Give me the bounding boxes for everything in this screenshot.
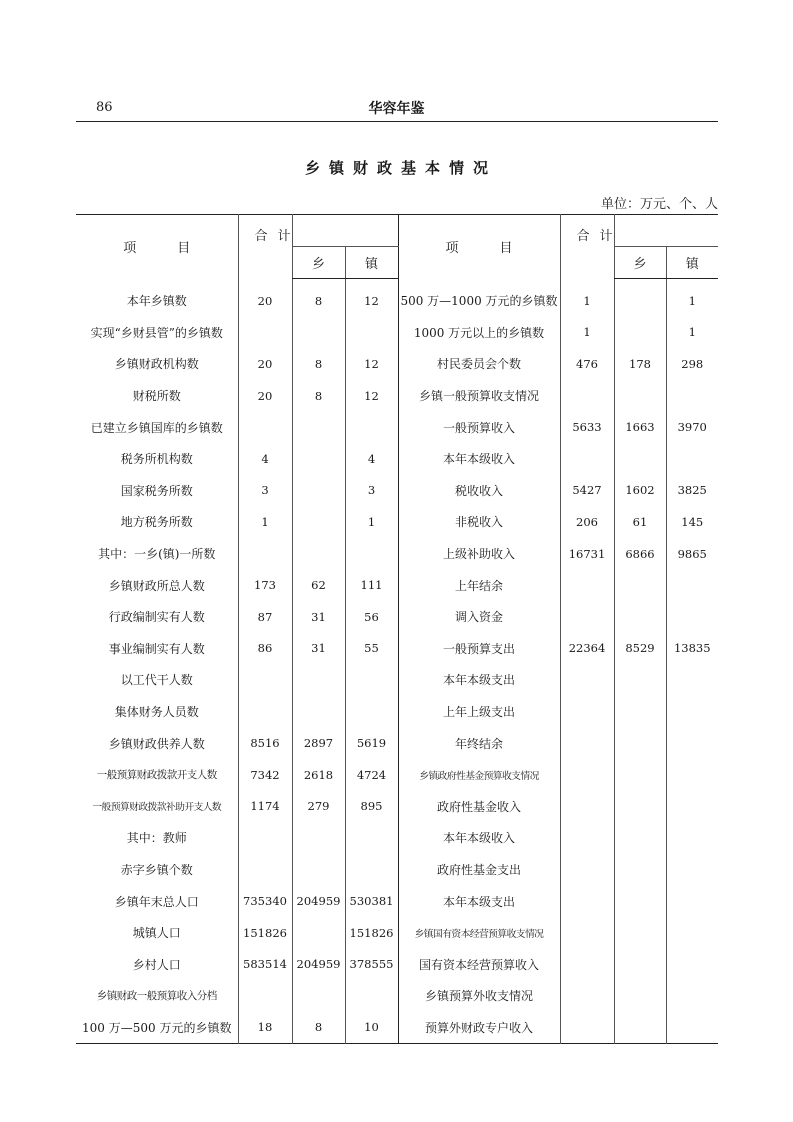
- left-total-value: 86: [238, 633, 292, 665]
- right-item-label: 税收收入: [398, 475, 560, 507]
- left-township-value: [292, 411, 345, 443]
- right-total-value: 5427: [560, 475, 614, 507]
- left-total-value: 583514: [238, 948, 292, 980]
- header-township-left: 乡: [292, 247, 345, 279]
- right-total-value: [560, 885, 614, 917]
- right-town-value: [666, 601, 718, 633]
- left-town-value: 151826: [345, 917, 398, 949]
- left-town-value: [345, 696, 398, 728]
- right-township-value: [614, 727, 666, 759]
- right-town-value: 1: [666, 317, 718, 349]
- right-town-value: [666, 380, 718, 412]
- table-row: [76, 759, 718, 791]
- table-row: [76, 601, 718, 633]
- header-blank-left: [292, 215, 398, 247]
- left-total-value: 20: [238, 380, 292, 412]
- right-item-label: 政府性基金收入: [398, 791, 560, 823]
- left-item-label: 其中：一乡(镇)一所数: [98, 547, 216, 562]
- left-township-value: 279: [292, 791, 345, 823]
- right-total-value: 476: [560, 348, 614, 380]
- right-township-value: [614, 822, 666, 854]
- left-township-value: 8: [292, 279, 345, 317]
- right-item-label: 非税收入: [398, 506, 560, 538]
- left-township-value: [292, 538, 345, 570]
- left-town-value: 12: [345, 380, 398, 412]
- left-total-value: 87: [238, 601, 292, 633]
- left-town-value: 5619: [345, 727, 398, 759]
- right-township-value: [614, 1012, 666, 1044]
- right-town-value: [666, 727, 718, 759]
- left-township-value: [292, 475, 345, 507]
- left-item-label: 一般预算财政拨款补助开支人数: [92, 802, 222, 814]
- table-row: [76, 664, 718, 696]
- left-township-value: [292, 696, 345, 728]
- left-item-label: 城镇人口: [132, 926, 181, 941]
- table-row: [76, 948, 718, 980]
- left-item-label: 乡镇财政供养人数: [108, 736, 205, 751]
- header-town-right: 镇: [666, 247, 718, 279]
- right-town-value: [666, 664, 718, 696]
- right-township-value: [614, 791, 666, 823]
- left-total-value: [238, 696, 292, 728]
- right-item-label: 上年上级支出: [398, 696, 560, 728]
- right-total-value: [560, 854, 614, 886]
- right-total-value: [560, 791, 614, 823]
- left-total-value: [238, 664, 292, 696]
- right-township-value: 178: [614, 348, 666, 380]
- left-township-value: [292, 506, 345, 538]
- right-town-value: [666, 1012, 718, 1044]
- left-item-label: 财税所数: [132, 389, 181, 404]
- right-township-value: [614, 948, 666, 980]
- left-town-value: 12: [345, 279, 398, 317]
- table-row: [76, 696, 718, 728]
- left-town-value: [345, 317, 398, 349]
- right-item-label: 乡镇政府性基金预算收支情况: [398, 759, 560, 791]
- right-item-label: 村民委员会个数: [398, 348, 560, 380]
- right-town-value: [666, 980, 718, 1012]
- left-town-value: [345, 538, 398, 570]
- left-total-value: 20: [238, 279, 292, 317]
- right-town-value: 9865: [666, 538, 718, 570]
- page-number: 86: [96, 100, 113, 115]
- right-town-value: [666, 569, 718, 601]
- right-total-value: 16731: [560, 538, 614, 570]
- left-township-value: 31: [292, 601, 345, 633]
- right-total-value: 1: [560, 317, 614, 349]
- left-town-value: [345, 980, 398, 1012]
- header-township-right: 乡: [614, 247, 666, 279]
- right-town-value: [666, 917, 718, 949]
- right-total-value: [560, 380, 614, 412]
- right-item-label: 政府性基金支出: [398, 854, 560, 886]
- right-total-value: 22364: [560, 633, 614, 665]
- table-title: 乡镇财政基本情况: [304, 159, 497, 177]
- table-row: [76, 1012, 718, 1044]
- right-township-value: [614, 696, 666, 728]
- left-township-value: [292, 317, 345, 349]
- finance-table: [76, 214, 718, 1044]
- table-row: [76, 885, 718, 917]
- right-township-value: 61: [614, 506, 666, 538]
- right-town-value: [666, 759, 718, 791]
- right-town-value: [666, 791, 718, 823]
- left-total-value: 1174: [238, 791, 292, 823]
- table-row: [76, 380, 718, 412]
- table-row: [76, 506, 718, 538]
- left-total-value: 20: [238, 348, 292, 380]
- right-town-value: [666, 854, 718, 886]
- right-town-value: 298: [666, 348, 718, 380]
- left-item-label: 本年乡镇数: [126, 294, 187, 309]
- right-township-value: [614, 885, 666, 917]
- right-town-value: 3970: [666, 411, 718, 443]
- right-item-label: 上年结余: [398, 569, 560, 601]
- right-town-value: 3825: [666, 475, 718, 507]
- right-total-value: 206: [560, 506, 614, 538]
- left-total-value: 18: [238, 1012, 292, 1044]
- right-total-value: [560, 822, 614, 854]
- left-town-value: 111: [345, 569, 398, 601]
- table-row: [76, 411, 718, 443]
- left-item-label: 乡镇财政所总人数: [108, 578, 205, 593]
- left-total-value: 151826: [238, 917, 292, 949]
- left-township-value: 8: [292, 380, 345, 412]
- right-township-value: [614, 569, 666, 601]
- left-total-value: [238, 317, 292, 349]
- right-town-value: [666, 696, 718, 728]
- right-item-label: 本年本级收入: [398, 443, 560, 475]
- right-item-label: 上级补助收入: [398, 538, 560, 570]
- left-town-value: 378555: [345, 948, 398, 980]
- left-item-label: 其中：教师: [126, 831, 187, 846]
- left-item-label: 集体财务人员数: [114, 705, 199, 720]
- left-town-value: [345, 854, 398, 886]
- table-row: [76, 980, 718, 1012]
- left-town-value: 530381: [345, 885, 398, 917]
- right-township-value: 8529: [614, 633, 666, 665]
- left-township-value: 8: [292, 1012, 345, 1044]
- right-total-value: [560, 917, 614, 949]
- table-row: [76, 443, 718, 475]
- table-row: [76, 317, 718, 349]
- right-total-value: [560, 569, 614, 601]
- left-total-value: 735340: [238, 885, 292, 917]
- left-item-label: 赤字乡镇个数: [120, 862, 193, 877]
- left-item-label: 行政编制实有人数: [108, 610, 205, 625]
- table-row: [76, 569, 718, 601]
- left-township-value: 62: [292, 569, 345, 601]
- left-township-value: 204959: [292, 885, 345, 917]
- right-township-value: [614, 443, 666, 475]
- right-item-label: 一般预算收入: [398, 411, 560, 443]
- left-item-label: 乡镇财政一般预算收入分档: [96, 990, 217, 1003]
- right-town-value: [666, 885, 718, 917]
- right-item-label: 本年本级支出: [398, 664, 560, 696]
- header-item-left: 项 目: [123, 241, 205, 257]
- left-township-value: [292, 664, 345, 696]
- right-total-value: [560, 948, 614, 980]
- table-row: [76, 279, 718, 317]
- left-item-label: 税务所机构数: [120, 452, 193, 467]
- right-town-value: 145: [666, 506, 718, 538]
- right-township-value: 1602: [614, 475, 666, 507]
- right-total-value: [560, 601, 614, 633]
- left-item-label: 100 万—500 万元的乡镇数: [82, 1020, 232, 1035]
- header-rule: [76, 121, 718, 122]
- left-total-value: 1: [238, 506, 292, 538]
- right-township-value: [614, 601, 666, 633]
- left-total-value: [238, 854, 292, 886]
- right-item-label: 年终结余: [398, 727, 560, 759]
- left-township-value: [292, 443, 345, 475]
- right-total-value: [560, 759, 614, 791]
- right-town-value: 1: [666, 279, 718, 317]
- right-town-value: [666, 443, 718, 475]
- left-item-label: 已建立乡镇国库的乡镇数: [90, 420, 223, 435]
- left-total-value: 7342: [238, 759, 292, 791]
- right-total-value: 1: [560, 279, 614, 317]
- left-item-label: 乡镇财政机构数: [114, 357, 199, 372]
- book-title: 华容年鉴: [368, 101, 425, 117]
- right-total-value: [560, 443, 614, 475]
- unit-note: 单位：万元、个、人: [600, 197, 718, 212]
- left-town-value: [345, 411, 398, 443]
- left-town-value: 56: [345, 601, 398, 633]
- right-total-value: [560, 1012, 614, 1044]
- table-row: [76, 791, 718, 823]
- header-town-left: 镇: [345, 247, 398, 279]
- left-township-value: 8: [292, 348, 345, 380]
- right-township-value: [614, 664, 666, 696]
- right-item-label: 调入资金: [398, 601, 560, 633]
- right-town-value: [666, 822, 718, 854]
- left-township-value: 2618: [292, 759, 345, 791]
- right-item-label: 一般预算支出: [398, 633, 560, 665]
- right-total-value: [560, 664, 614, 696]
- left-total-value: 173: [238, 569, 292, 601]
- right-township-value: [614, 317, 666, 349]
- left-item-label: 一般预算财政拨款开支人数: [96, 769, 217, 782]
- right-township-value: [614, 279, 666, 317]
- left-total-value: 8516: [238, 727, 292, 759]
- right-item-label: 乡镇国有资本经营预算收支情况: [398, 917, 560, 949]
- left-town-value: 1: [345, 506, 398, 538]
- right-item-label: 乡镇预算外收支情况: [398, 980, 560, 1012]
- left-item-label: 乡镇年末总人口: [114, 894, 199, 909]
- left-total-value: 3: [238, 475, 292, 507]
- left-total-value: [238, 822, 292, 854]
- table-row: [76, 822, 718, 854]
- left-total-value: [238, 980, 292, 1012]
- header-total-left: 合计: [238, 215, 292, 279]
- table-row: [76, 727, 718, 759]
- table-row: [76, 538, 718, 570]
- left-total-value: [238, 538, 292, 570]
- table-row: [76, 348, 718, 380]
- right-total-value: [560, 727, 614, 759]
- left-item-label: 地方税务所数: [120, 515, 193, 530]
- left-town-value: 55: [345, 633, 398, 665]
- right-township-value: [614, 980, 666, 1012]
- left-town-value: 895: [345, 791, 398, 823]
- left-total-value: [238, 411, 292, 443]
- left-town-value: [345, 664, 398, 696]
- left-town-value: 4724: [345, 759, 398, 791]
- right-township-value: [614, 380, 666, 412]
- left-item-label: 实现“乡财县管”的乡镇数: [90, 325, 223, 340]
- right-total-value: [560, 696, 614, 728]
- table-row: [76, 633, 718, 665]
- left-total-value: 4: [238, 443, 292, 475]
- left-township-value: 204959: [292, 948, 345, 980]
- left-item-label: 乡村人口: [132, 957, 181, 972]
- right-township-value: [614, 759, 666, 791]
- right-town-value: 13835: [666, 633, 718, 665]
- right-item-label: 本年本级支出: [398, 885, 560, 917]
- left-item-label: 国家税务所数: [120, 483, 193, 498]
- left-township-value: 2897: [292, 727, 345, 759]
- right-total-value: [560, 980, 614, 1012]
- right-item-label: 1000 万元以上的乡镇数: [398, 317, 560, 349]
- right-township-value: 6866: [614, 538, 666, 570]
- left-town-value: 3: [345, 475, 398, 507]
- left-item-label: 以工代干人数: [120, 673, 193, 688]
- left-township-value: [292, 854, 345, 886]
- left-town-value: [345, 822, 398, 854]
- left-town-value: 4: [345, 443, 398, 475]
- left-township-value: [292, 822, 345, 854]
- right-township-value: [614, 854, 666, 886]
- right-total-value: 5633: [560, 411, 614, 443]
- left-item-label: 事业编制实有人数: [108, 641, 205, 656]
- header-item-right: 项 目: [398, 215, 560, 279]
- right-township-value: [614, 917, 666, 949]
- right-item-label: 预算外财政专户收入: [398, 1012, 560, 1044]
- table-row: [76, 854, 718, 886]
- right-item-label: 乡镇一般预算收支情况: [398, 380, 560, 412]
- left-township-value: 31: [292, 633, 345, 665]
- right-item-label: 500 万—1000 万元的乡镇数: [398, 279, 560, 317]
- header-blank-right: [614, 215, 718, 247]
- left-town-value: 12: [345, 348, 398, 380]
- left-town-value: 10: [345, 1012, 398, 1044]
- table-row: [76, 475, 718, 507]
- table-row: [76, 917, 718, 949]
- left-township-value: [292, 917, 345, 949]
- right-item-label: 本年本级收入: [398, 822, 560, 854]
- right-township-value: 1663: [614, 411, 666, 443]
- header-total-right: 合计: [560, 215, 614, 279]
- right-item-label: 国有资本经营预算收入: [398, 948, 560, 980]
- left-township-value: [292, 980, 345, 1012]
- right-town-value: [666, 948, 718, 980]
